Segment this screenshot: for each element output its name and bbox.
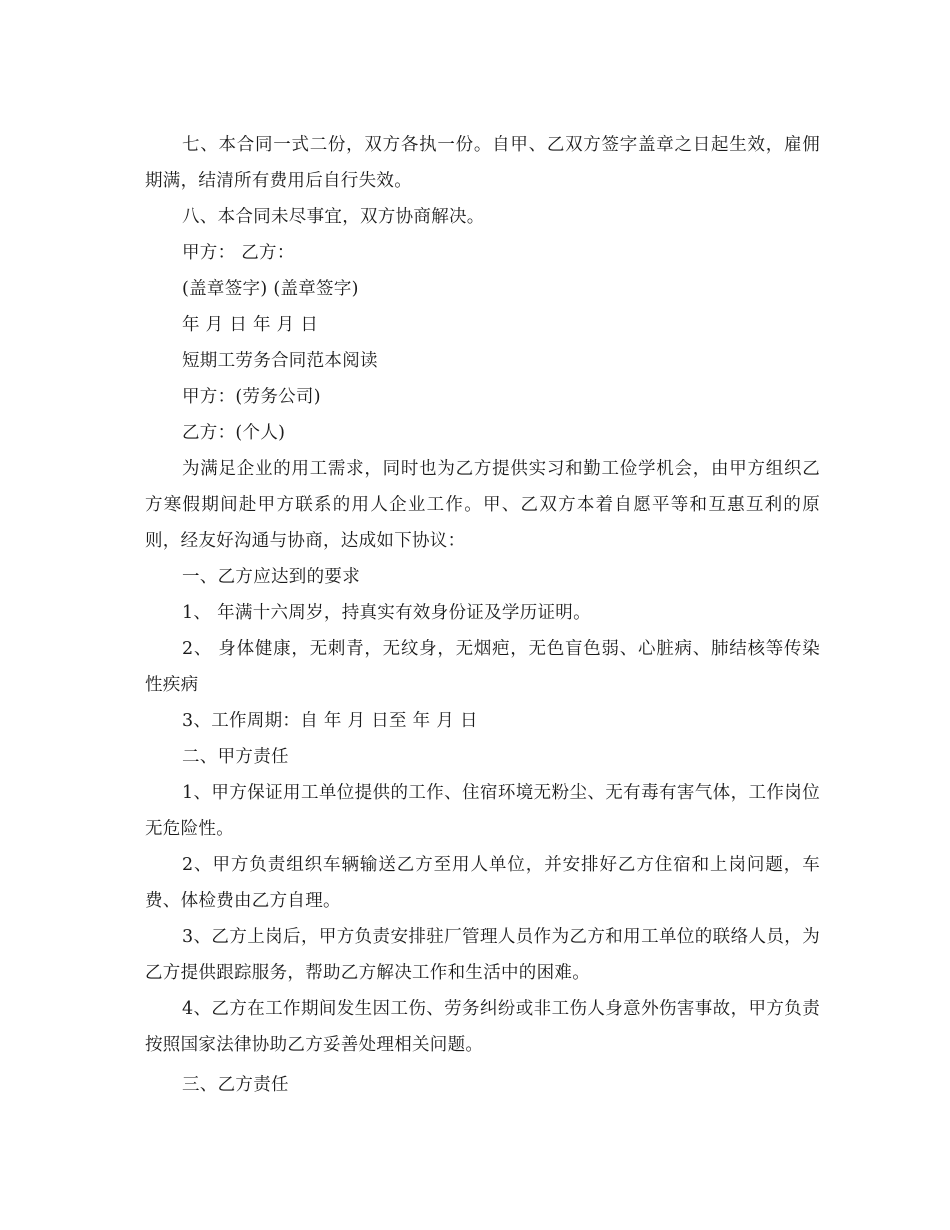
requirement-1: 1、 年满十六周岁，持真实有效身份证及学历证明。 xyxy=(182,603,591,623)
clause-seven: 七、本合同一式二份，双方各执一份。自甲、乙双方签字盖章之日起生效，雇佣期满，结清所有费用后自行失效。 xyxy=(145,135,820,191)
section-title: 短期工劳务合同范本阅读 xyxy=(182,351,378,371)
signature-parties: 甲方： 乙方： xyxy=(182,243,295,263)
party-a: 甲方：(劳务公司) xyxy=(182,387,321,407)
party-b: 乙方：(个人) xyxy=(182,423,286,443)
party-a-duty-4: 4、乙方在工作期间发生因工伤、劳务纠纷或非工伤人身意外伤害事故，甲方负责按照国家法律协助乙方妥善处理相关问题。 xyxy=(145,999,820,1055)
requirement-3: 3、工作周期：自 年 月 日至 年 月 日 xyxy=(182,711,478,731)
clause-eight: 八、本合同未尽事宜，双方协商解决。 xyxy=(182,207,485,227)
preamble: 为满足企业的用工需求，同时也为乙方提供实习和勤工俭学机会，由甲方组织乙方寒假期间赴甲方联系的用人企业工作。甲、乙双方本着自愿平等和互惠互利的原则，经友好沟通与协商，达成如下协议： xyxy=(145,459,820,551)
heading-party-b-duties: 三、乙方责任 xyxy=(182,1075,289,1095)
requirement-2: 2、 身体健康，无刺青，无纹身，无烟疤，无色盲色弱、心脏病、肺结核等传染性疾病 xyxy=(145,639,820,695)
signature-seal: (盖章签字) (盖章签字) xyxy=(182,279,359,299)
party-a-duty-2: 2、甲方负责组织车辆输送乙方至用人单位，并安排好乙方住宿和上岗问题，车费、体检费由乙方自理。 xyxy=(145,855,820,911)
party-a-duty-1: 1、甲方保证用工单位提供的工作、住宿环境无粉尘、无有毒有害气体，工作岗位无危险性。 xyxy=(145,783,820,839)
heading-party-a-duties: 二、甲方责任 xyxy=(182,747,289,767)
heading-requirements: 一、乙方应达到的要求 xyxy=(182,567,360,587)
party-a-duty-3: 3、乙方上岗后，甲方负责安排驻厂管理人员作为乙方和用工单位的联络人员，为乙方提供跟踪服务，帮助乙方解决工作和生活中的困难。 xyxy=(145,927,820,983)
signature-dates: 年 月 日 年 月 日 xyxy=(182,315,319,335)
